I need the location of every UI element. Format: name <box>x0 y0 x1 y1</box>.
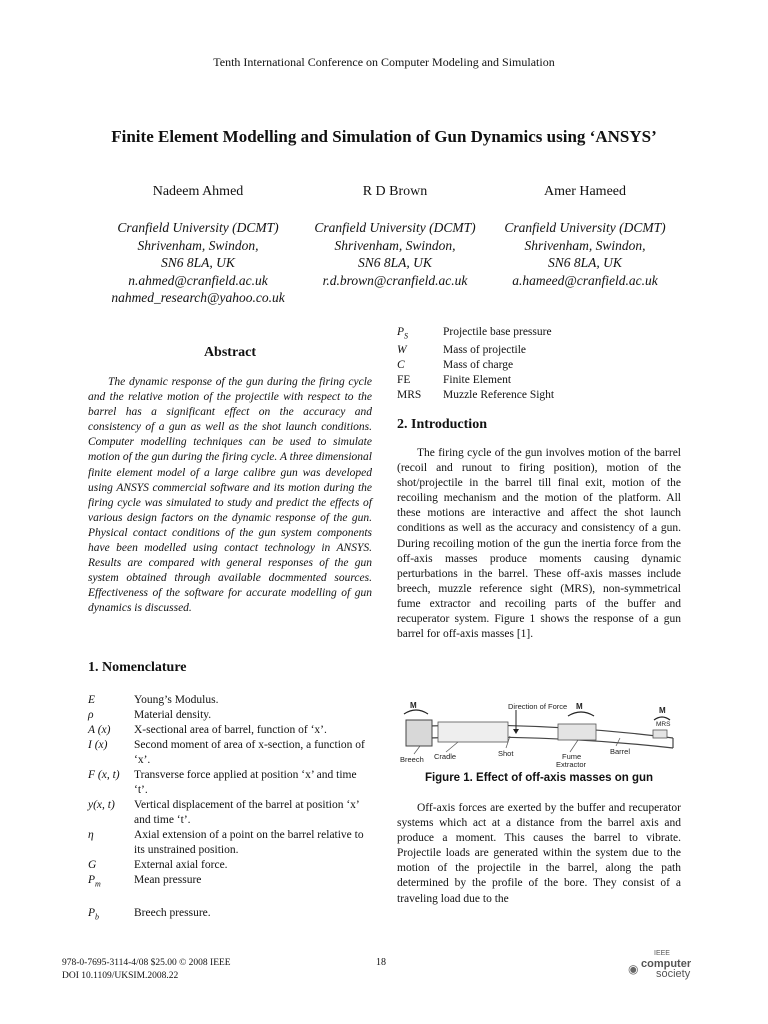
nomenclature-definition: Mean pressure <box>134 874 202 886</box>
nomenclature-definition: Mass of charge <box>443 359 514 372</box>
label-breech: Breech <box>400 755 424 764</box>
affiliation-line: SN6 8LA, UK <box>161 255 235 270</box>
label-m-mrs: M <box>659 706 666 715</box>
nomenclature-symbol: ρ <box>88 709 94 721</box>
nomenclature-symbol: FE <box>397 374 411 387</box>
moment-arc-breech <box>404 710 428 714</box>
nomenclature-list <box>88 693 372 925</box>
nomenclature-symbol: $P_S$ <box>397 326 409 341</box>
abstract-heading: Abstract <box>203 345 257 360</box>
paper-title: Finite Element Modelling and Simulation of Gun Dynamics using ‘ANSYS’ <box>111 127 657 146</box>
nomenclature-symbol: G <box>88 859 97 871</box>
logo-society: society <box>656 968 691 980</box>
affiliation-line: Cranfield University (DCMT) <box>314 220 476 235</box>
label-mrs: MRS <box>656 721 671 728</box>
label-m-breech: M <box>410 702 417 710</box>
nomenclature-symbol: E <box>88 694 96 706</box>
affiliation-line: SN6 8LA, UK <box>358 255 432 270</box>
nomenclature-symbol: A (x) <box>88 724 111 736</box>
author-name-3: Amer Hameed <box>543 184 627 199</box>
label-fume: Fume <box>562 752 582 761</box>
nomenclature-definition: Young’s Modulus. <box>134 694 219 706</box>
logo-computer: computer <box>641 958 692 970</box>
cradle-shape <box>438 722 508 742</box>
abstract-text: The dynamic response of the gun during the firing cycle and the relative motion of the projectile with respect to the barrel has a significant effect on the accuracy and consistency of a gun as well as the shot launch conditions. Computer modelling techniques can be used to simulate motion of the gun during the firing cycle. A three dimensional finite element model of a large calibre gun was developed using ANSYS commercial software and its motion during the firing cycle was simulated to study and predict the effects of various design factors on the dynamic response of the gun. Physical contact conditions of the gun system components have been modelled using contact technology in ANSYS. Results are compared with general responses of the gun system obtained through available docmmented sources. Effectiveness of the software for accurate modelling of gun dynamics is discussed. <box>88 376 372 615</box>
nomenclature-heading: 1. Nomenclature <box>88 660 187 675</box>
author-email: n.ahmed@cranfield.ac.uk <box>128 272 268 288</box>
mrs-shape <box>653 730 667 738</box>
affiliation-line: SN6 8LA, UK <box>548 255 622 270</box>
nomenclature-definition: Vertical displacement of the barrel at position ‘x’ and time ‘t’. <box>134 799 359 826</box>
footer-isbn: 978-0-7695-3114-4/08 $25.00 © 2008 IEEE <box>62 958 231 968</box>
nomenclature-definition: Second moment of area of x-section, a function of ‘x’. <box>134 739 365 766</box>
force-arrow-head <box>513 729 519 734</box>
nomenclature-symbol: MRS <box>397 389 422 402</box>
author-name-1: Nadeem Ahmed <box>152 184 244 199</box>
nomenclature-symbol: W <box>397 344 407 357</box>
author-email: a.hameed@cranfield.ac.uk <box>512 272 658 288</box>
leader-fume <box>570 740 578 752</box>
affiliation-line: Shrivenham, Swindon, <box>334 237 456 253</box>
author-affiliation-3 <box>485 219 685 289</box>
nomenclature-symbol: y(x, t) <box>88 799 115 811</box>
figure-1-caption: Figure 1. Effect of off-axis masses on gun <box>424 772 654 784</box>
nomenclature-definition: Transverse force applied at position ‘x’ and time ‘t’. <box>134 769 357 796</box>
introduction-paragraph-2: Off-axis forces are exerted by the buffer and recuperator systems which act at a distance from the barrel axis and produce a moment. This causes the barrel to vibrate. Projectile loads are generated within the system due to the motion of the projectile in the barrel, along the path determined by the profile of the bore. They consist of a traveling load due to the <box>397 802 681 905</box>
page-number: 18 <box>376 957 386 968</box>
moment-arc-fume <box>568 712 594 716</box>
introduction-heading: 2. Introduction <box>397 417 487 432</box>
nomenclature-row <box>88 768 372 798</box>
affiliation-line: Shrivenham, Swindon, <box>524 237 646 253</box>
nomenclature-symbol: η <box>88 829 94 841</box>
figure-1-diagram <box>398 702 680 768</box>
nomenclature-symbol: $P_b$ <box>88 907 100 922</box>
introduction-paragraph-1: The firing cycle of the gun involves motion of the barrel (recoil and runout to firing position), motion of the shot/projectile in the barrel till final exit, motion of the recoiling mechanism and the motion of the platform. All these motions are interactive and affect the shot launch conditions as well as the accuracy and consistency of a gun. During recoiling motion of the gun the inertia force from the off-axis masses produce moments causing dynamic perturbations in the barrel. These off-axis masses include breech, muzzle reference sight (MRS), non-symmetrical fume extractor and recoiling parts of the buffer and recuperator system. Figure 1 shows the response of a gun barrel for off-axis masses [1]. <box>397 447 681 641</box>
nomenclature-definition: Breech pressure. <box>134 907 211 920</box>
logo-ieee: IEEE <box>654 950 670 957</box>
gun-diagram-svg <box>398 702 680 768</box>
nomenclature-row <box>397 343 681 358</box>
nomenclature-row <box>88 723 372 738</box>
nomenclature-list-continued <box>397 325 681 403</box>
conference-header: Tenth International Conference on Computer Modeling and Simulation <box>213 55 555 69</box>
nomenclature-symbol: C <box>397 359 405 372</box>
nomenclature-row <box>397 358 681 373</box>
nomenclature-definition: Axial extension of a point on the barrel relative to its unstrained position. <box>134 829 364 856</box>
breech-block <box>406 720 432 746</box>
nomenclature-row <box>88 873 372 891</box>
nomenclature-row <box>397 373 681 388</box>
footer-publication-info <box>62 957 231 983</box>
affiliation-line: Cranfield University (DCMT) <box>504 220 666 235</box>
label-cradle: Cradle <box>434 752 457 761</box>
label-barrel: Barrel <box>610 747 631 756</box>
nomenclature-row <box>88 858 372 873</box>
nomenclature-definition: Mass of projectile <box>443 344 527 357</box>
leader-breech <box>414 746 420 754</box>
author-name-2: R D Brown <box>362 184 428 199</box>
nomenclature-definition: Muzzle Reference Sight <box>443 389 555 402</box>
author-email: nahmed_research@yahoo.co.uk <box>111 290 285 305</box>
nomenclature-definition: X-sectional area of barrel, function of ‘x’. <box>134 724 327 736</box>
nomenclature-definition: External axial force. <box>134 859 228 871</box>
affiliation-line: Shrivenham, Swindon, <box>137 237 259 253</box>
ieee-computer-society-logo <box>628 950 708 980</box>
nomenclature-row <box>397 388 681 403</box>
label-direction: Direction of Force <box>508 702 568 711</box>
nomenclature-symbol: I (x) <box>88 739 108 751</box>
label-shot: Shot <box>498 749 514 758</box>
label-extractor: Extractor <box>556 760 587 768</box>
label-m-fume: M <box>576 702 583 711</box>
author-affiliation-1 <box>98 219 298 307</box>
author-email: r.d.brown@cranfield.ac.uk <box>322 272 468 288</box>
nomenclature-definition: Material density. <box>134 709 212 721</box>
nomenclature-definition: Finite Element <box>443 374 512 387</box>
nomenclature-row <box>88 738 372 768</box>
nomenclature-row <box>88 798 372 828</box>
author-affiliation-2 <box>295 219 495 289</box>
nomenclature-symbol: $P_m$ <box>88 874 101 889</box>
nomenclature-row <box>88 906 372 924</box>
affiliation-line: Cranfield University (DCMT) <box>117 220 279 235</box>
nomenclature-definition: Projectile base pressure <box>443 326 552 338</box>
nomenclature-row <box>88 828 372 858</box>
nomenclature-row <box>88 693 372 708</box>
nomenclature-row <box>397 325 681 343</box>
moment-arc-mrs <box>654 717 670 720</box>
globe-icon: ◉ <box>628 962 639 976</box>
fume-extractor-shape <box>558 724 596 740</box>
footer-doi: DOI 10.1109/UKSIM.2008.22 <box>62 971 179 981</box>
nomenclature-symbol: F (x, t) <box>88 769 120 781</box>
nomenclature-row <box>88 708 372 723</box>
leader-cradle <box>446 742 458 752</box>
